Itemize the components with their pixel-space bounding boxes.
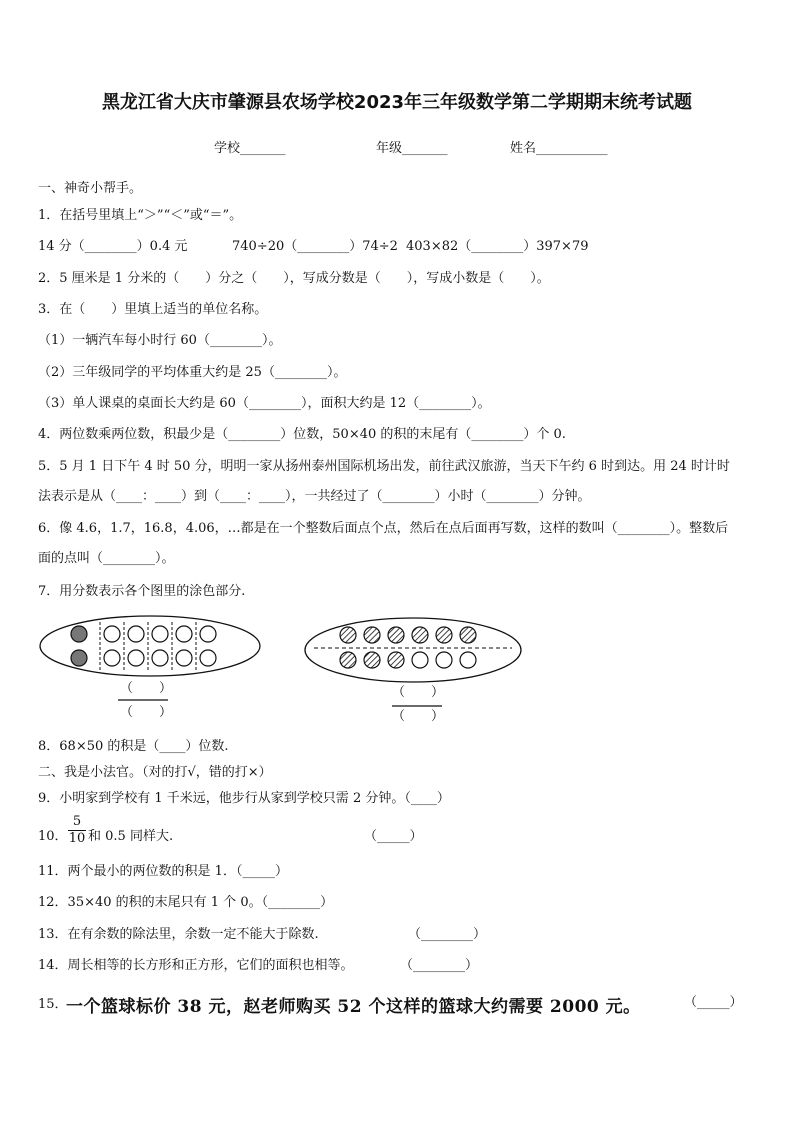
question-3-1: （1）一辆汽车每小时行 60（________）。 xyxy=(38,333,282,348)
oval-outline xyxy=(40,616,260,676)
question-15-text: 一个篮球标价 38 元，赵老师购买 52 个这样的篮球大约需要 2000 元。 xyxy=(66,997,641,1017)
question-5-line-1: 5．5 月 1 日下午 4 时 50 分，明明一家从扬州泰州国际机场出发，前往武汉旅游，当天下午约 6 时到达。用 24 时计时 xyxy=(38,459,730,474)
question-4: 4．两位数乘两位数，积最少是（________）位数，50×40 的积的末尾有（________）个 0. xyxy=(38,427,566,442)
question-3-3: （3）单人课桌的桌面长大约是 60（________），面积大约是 12（________）。 xyxy=(38,396,491,411)
question-5-line-2: 法表示是从（____：____）到（____：____），一共经过了（________）小时（________）分钟。 xyxy=(38,489,591,504)
grade-field: 年级_______ xyxy=(376,141,448,156)
question-6-line-2: 面的点叫（________）。 xyxy=(38,551,175,566)
question-1: 1．在括号里填上“＞”“＜”或“＝”。 xyxy=(38,208,243,223)
shaded-circle xyxy=(71,626,87,642)
question-3-2: （2）三年级同学的平均体重大约是 25（________）。 xyxy=(38,365,347,380)
fraction-1-numerator: （ ） xyxy=(120,681,173,696)
school-field: 学校_______ xyxy=(214,141,286,156)
question-11: 11．两个最小的两位数的积是 1．（_____） xyxy=(38,864,288,879)
fraction-5-10 xyxy=(68,814,86,847)
shaded-circle xyxy=(71,650,87,666)
question-6-line-1: 6．像 4.6，1.7，16.8，4.06，…都是在一个整数后面点个点，然后在点后面再写数，这样的数叫（________）。整数后 xyxy=(38,521,729,536)
question-10-answer-blank: （_____） xyxy=(364,829,423,844)
question-2: 2．5 厘米是 1 分米的（ ）分之（ ），写成分数是（ ），写成小数是（ ）。 xyxy=(38,271,550,286)
question-1-c: 403×82（________）397×79 xyxy=(406,239,589,254)
question-7: 7．用分数表示各个图里的涂色部分. xyxy=(38,584,246,599)
section-2-heading: 二、我是小法官。（对的打√，错的打×） xyxy=(38,765,272,780)
question-12: 12．35×40 的积的末尾只有 1 个 0。（________） xyxy=(38,895,334,910)
fraction-2-denominator: （ ） xyxy=(392,709,445,724)
fraction-1-denominator: （ ） xyxy=(120,705,173,720)
question-10-text: 和 0.5 同样大. xyxy=(88,829,174,844)
question-9: 9．小明家到学校有 1 千米远，他步行从家到学校只需 2 分钟。（____） xyxy=(38,791,450,806)
fraction-numerator: 5 xyxy=(72,814,82,829)
oval-outline xyxy=(305,618,521,682)
question-1-b: 740÷20（________）74÷2 xyxy=(232,239,398,254)
question-10-number: 10． xyxy=(38,829,68,844)
question-14: 14．周长相等的长方形和正方形，它们的面积也相等。 xyxy=(38,958,354,973)
section-1-heading: 一、神奇小帮手。 xyxy=(38,181,143,196)
fraction-2-numerator: （ ） xyxy=(392,685,445,700)
question-14-answer-blank: （________） xyxy=(400,958,479,973)
question-13-answer-blank: （________） xyxy=(408,927,487,942)
question-3: 3．在（ ）里填上适当的单位名称。 xyxy=(38,302,268,317)
question-8: 8．68×50 的积是（____）位数. xyxy=(38,739,229,754)
question-15-number: 15． xyxy=(38,997,68,1012)
question-1-a: 14 分（________）0.4 元 xyxy=(38,239,188,254)
question-15-answer-blank: （_____） xyxy=(684,995,743,1010)
name-field: 姓名___________ xyxy=(510,141,608,156)
question-13: 13．在有余数的除法里，余数一定不能大于除数. xyxy=(38,927,319,942)
fraction-denominator: 10 xyxy=(68,831,86,846)
page-title: 黑龙江省大庆市肇源县农场学校2023年三年级数学第二学期期末统考试题 xyxy=(101,92,693,113)
